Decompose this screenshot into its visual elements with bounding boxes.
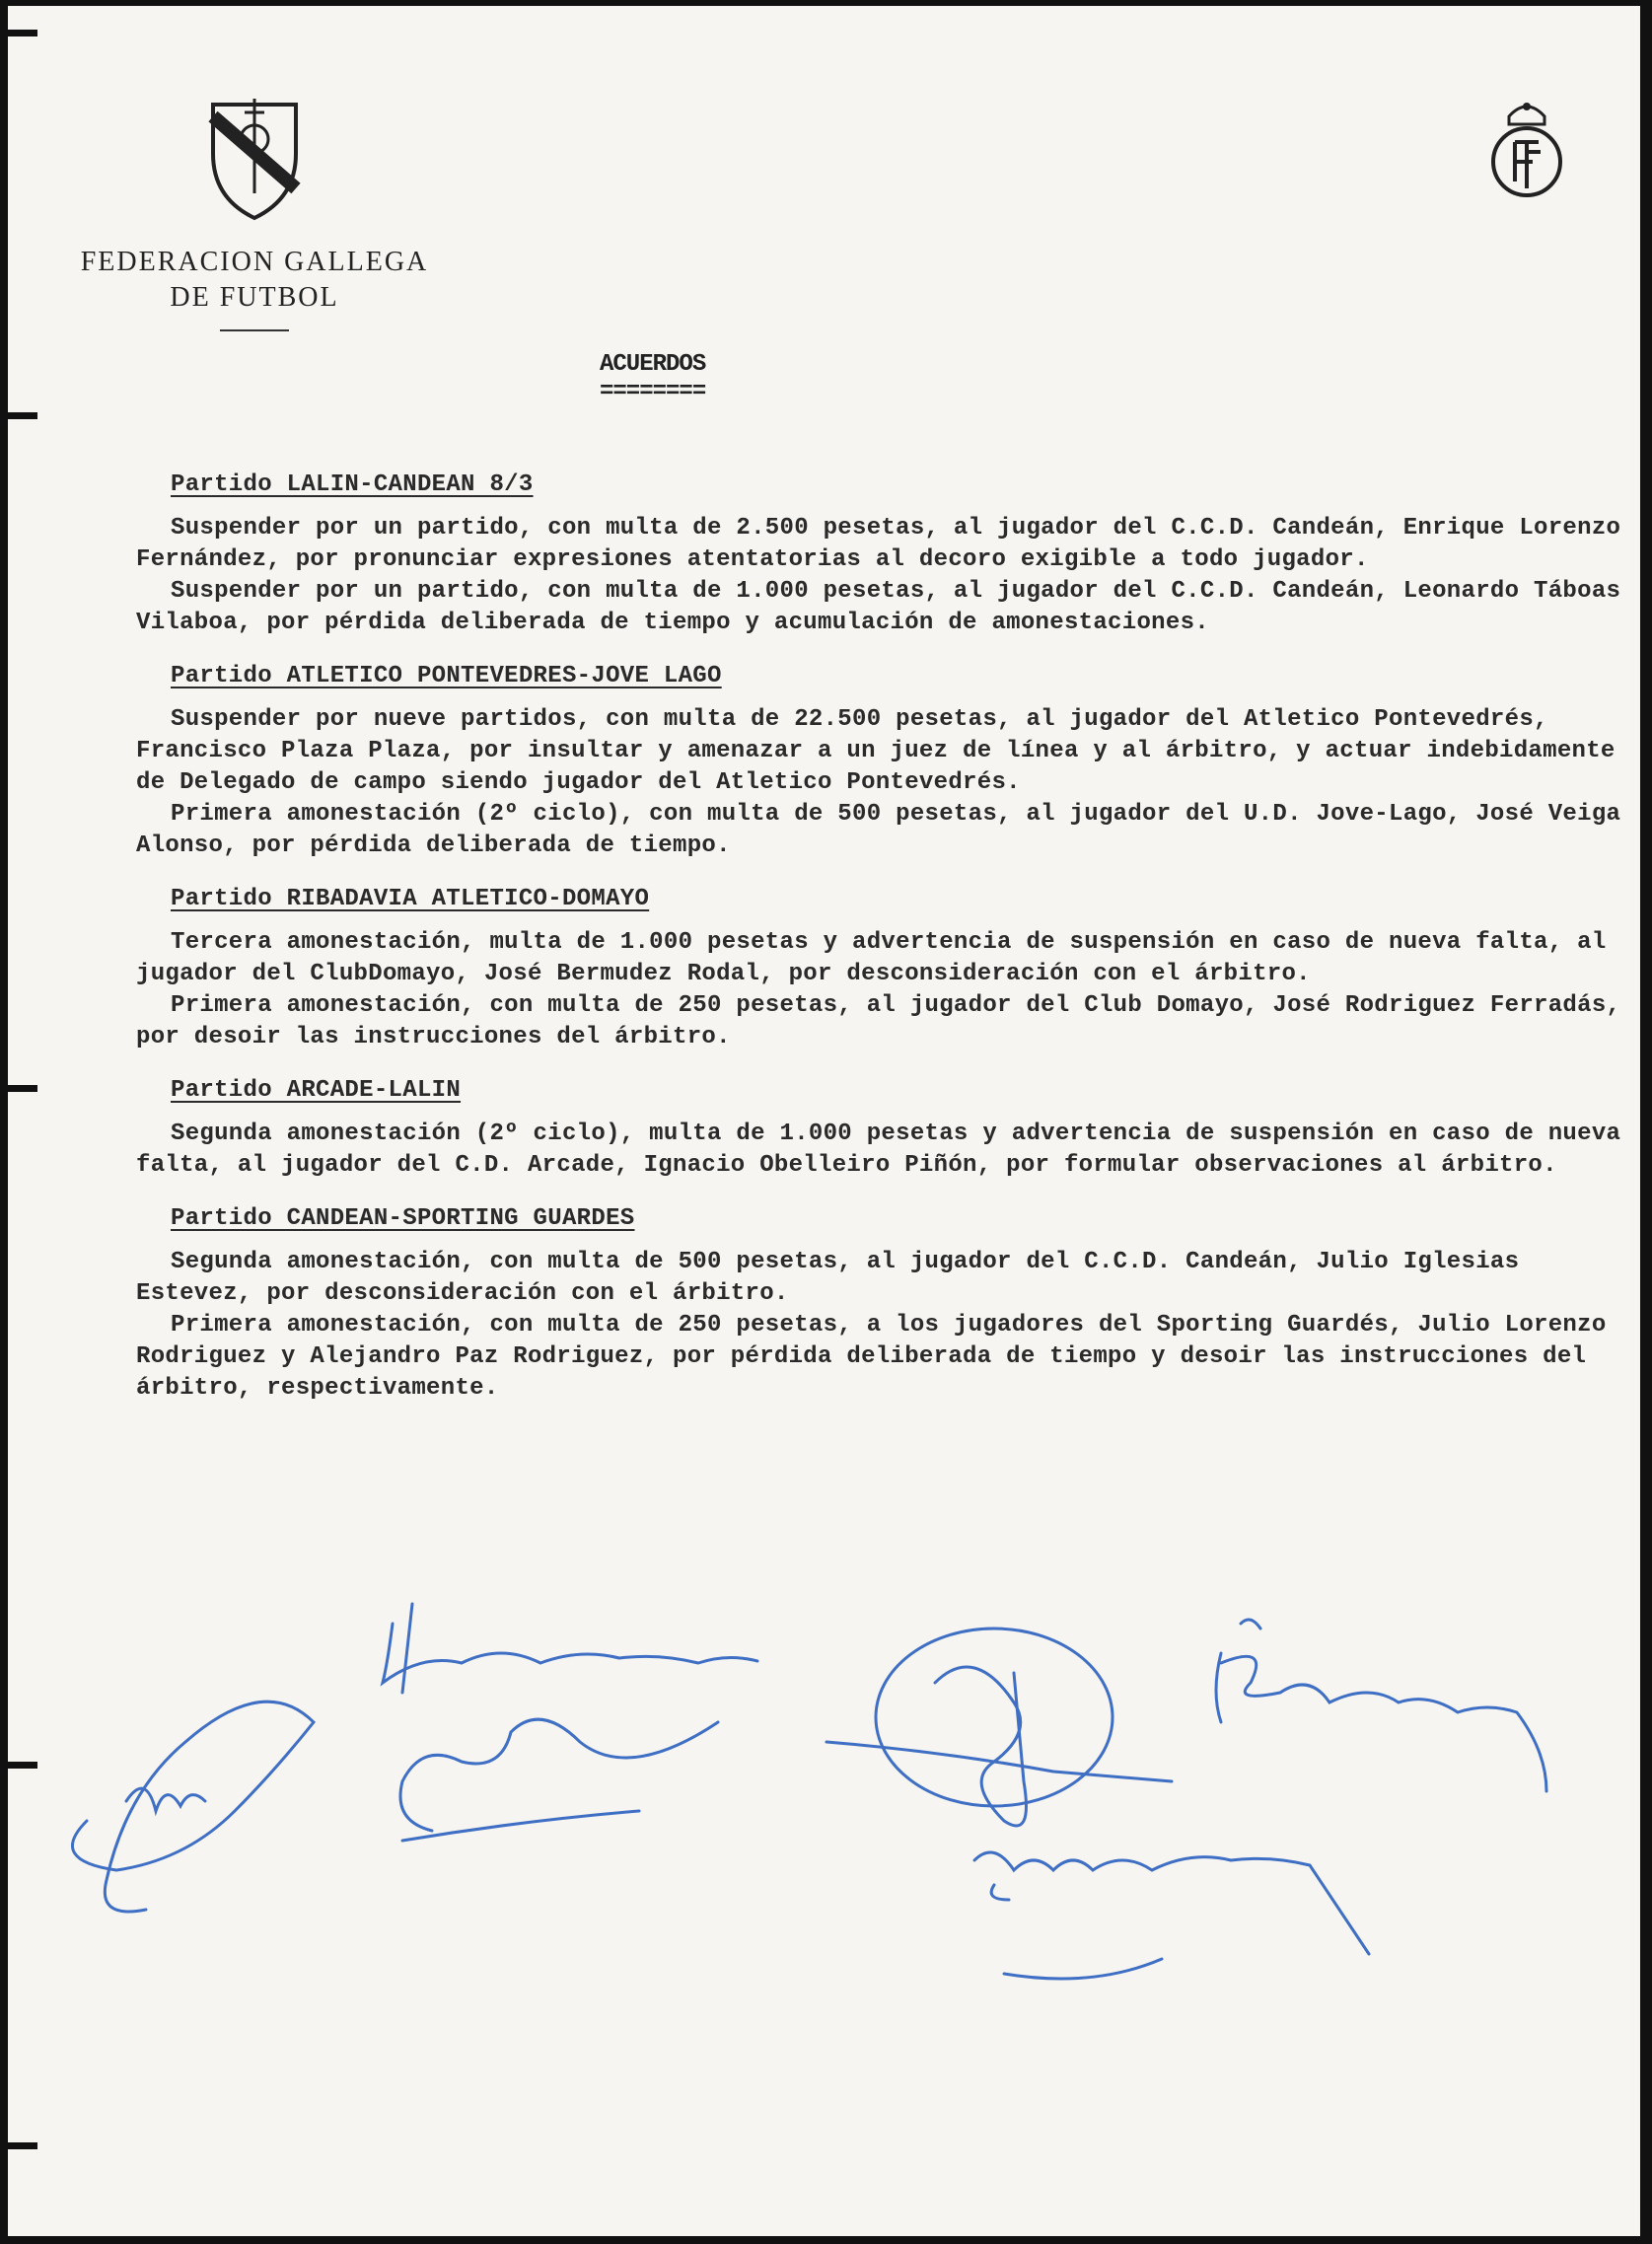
match-title: Partido LALIN-CANDEAN 8/3 [171,471,534,498]
signature-2-icon [383,1604,757,1841]
match-section [136,470,1640,639]
agreements-body [136,470,1640,1426]
document-page [8,6,1640,2236]
agreement-paragraph: Segunda amonestación (2º ciclo), multa de 1.000 pesetas y advertencia de suspensión en caso de nueva falta, al jugador del C.D. Arcade, Ignacio Obelleiro Piñón, por formular observaciones al árbitro. [136,1121,1635,1179]
binder-hole-mark [8,2142,37,2149]
match-section [136,1075,1640,1182]
match-title: Partido ATLETICO PONTEVEDRES-JOVE LAGO [171,663,722,689]
match-title: Partido ARCADE-LALIN [171,1077,462,1104]
binder-hole-mark [8,412,37,419]
letterhead-line2: DE FUTBOL [170,282,339,313]
signature-5-icon [974,1852,1369,1979]
letterhead [57,95,452,331]
binder-hole-mark [8,30,37,36]
title-text: ACUERDOS [600,351,706,378]
match-title: Partido RIBADAVIA ATLETICO-DOMAYO [171,886,650,912]
royal-spanish-federation-emblem-icon [1487,95,1566,208]
galician-federation-crest-icon [205,95,304,223]
signature-3-icon [826,1629,1172,1826]
signature-4-icon [1216,1620,1546,1791]
match-section [136,1203,1640,1405]
match-section [136,884,1640,1053]
binder-hole-mark [8,1085,37,1092]
agreement-paragraph: Suspender por un partido, con multa de 2.500 pesetas, al jugador del C.C.D. Candeán, Enrique Lorenzo Fernández, por pronunciar expresiones atentatorias al decoro exigible a todo jugador. [136,515,1635,573]
agreement-paragraph: Suspender por nueve partidos, con multa de 22.500 pesetas, al jugador del Atletico Pontevedrés, Francisco Plaza Plaza, por insultar y amenazar a un juez de línea y al árbitro, y actuar indebidamente de Delegado de campo siendo jugador del Atletico Pontevedrés. [136,706,1630,796]
title-underline: ======== [600,379,706,405]
agreement-paragraph: Primera amonestación, con multa de 250 pesetas, a los jugadores del Sporting Guardés, Julio Lorenzo Rodriguez y Alejandro Paz Rodriguez, por pérdida deliberada de tiempo y desoir las instrucciones del árbitro, respectivamente. [136,1312,1621,1402]
match-title: Partido CANDEAN-SPORTING GUARDES [171,1205,635,1232]
agreement-paragraph: Primera amonestación, con multa de 250 pesetas, al jugador del Club Domayo, José Rodriguez Ferradás, por desoir las instrucciones del árbitro. [136,992,1635,1050]
agreement-paragraph: Primera amonestación (2º ciclo), con multa de 500 pesetas, al jugador del U.D. Jove-Lago, José Veiga Alonso, por pérdida deliberada de tiempo. [136,801,1635,859]
agreement-paragraph: Segunda amonestación, con multa de 500 pesetas, al jugador del C.C.D. Candeán, Julio Iglesias Estevez, por desconsideración con el árbitro. [136,1249,1535,1307]
letterhead-rule [220,329,289,331]
agreement-paragraph: Tercera amonestación, multa de 1.000 pesetas y advertencia de suspensión en caso de nueva falta, al jugador del ClubDomayo, José Bermudez Rodal, por desconsideración con el árbitro. [136,929,1621,987]
signatures-area [8,1584,1640,2077]
letterhead-line1: FEDERACION GALLEGA [80,247,429,277]
agreement-paragraph: Suspender por un partido, con multa de 1.000 pesetas, al jugador del C.C.D. Candeán, Leonardo Táboas Vilaboa, por pérdida deliberada de tiempo y acumulación de amonestaciones. [136,578,1635,636]
document-title [600,351,705,406]
signature-1-icon [72,1701,314,1912]
match-section [136,661,1640,862]
